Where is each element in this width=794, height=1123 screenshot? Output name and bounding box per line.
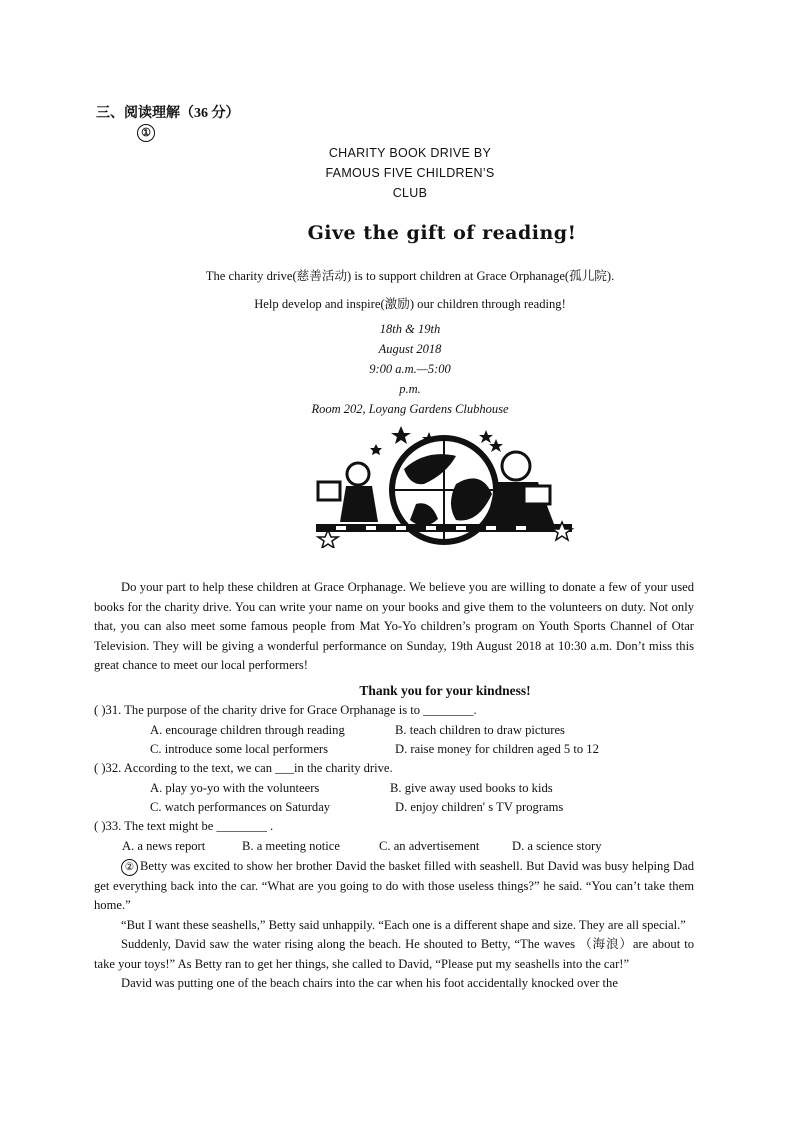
question-31-option-a[interactable]: A. encourage children through reading (150, 723, 345, 737)
question-33-stem: ( )33. The text might be ________ . (94, 819, 274, 833)
question-33-option-a[interactable]: A. a news report (122, 839, 206, 853)
question-32-option-d[interactable]: D. enjoy children' s TV programs (395, 800, 564, 814)
poster-header-line-2: FAMOUS FIVE CHILDREN’S (325, 166, 495, 180)
event-date-month: August 2018 (378, 342, 442, 356)
passage-2-paragraph-1-text: Betty was excited to show her brother David the basket filled with seashell. But David was busy helping Dad get everything back into the car. “What are you going to do with those useless things?” he said. “You can’t take them home.” (94, 859, 694, 912)
passage-2-marker: ② (121, 859, 138, 876)
passage-1-paragraph: Do your part to help these children at Grace Orphanage. We believe you are willing to donate a few of your used books for the charity drive. You can write your name on your books and give them to the volunteers on duty. Not only that, you can also meet some famous people from Mat Yo-Yo children’s program on Youth Sports Channel of Otar Television. They will be giving a wonderful performance on Sunday, 19th August 2018 at 10:30 a.m. Don’t miss this great chance to meet our local performers! (94, 580, 694, 672)
passage-2-body (94, 857, 694, 994)
question-31-option-b[interactable]: B. teach children to draw pictures (395, 723, 565, 737)
passage-2-paragraph-3: Suddenly, David saw the water rising along the beach. He shouted to Betty, “The waves （海浪）are about to take your toys!” As Betty ran to get her things, she called to David, “Please put my seashells into the car!” (94, 937, 694, 971)
passage-2-paragraph-2: “But I want these seashells,” Betty said unhappily. “Each one is a different shape and size. They are all special.” (121, 917, 686, 932)
question-31-stem: ( )31. The purpose of the charity drive for Grace Orphanage is to ________. (94, 703, 477, 717)
event-date-days: 18th & 19th (379, 322, 441, 336)
question-31-option-c[interactable]: C. introduce some local performers (150, 742, 329, 756)
poster-header-line-3: CLUB (392, 186, 428, 200)
passage-2-paragraph-4: David was putting one of the beach chairs into the car when his foot accidentally knocked over the (121, 976, 618, 990)
question-32-option-b[interactable]: B. give away used books to kids (390, 781, 553, 795)
poster-inspire: Help develop and inspire(激励) our children through reading! (254, 297, 566, 311)
event-time-pm: p.m. (399, 382, 421, 396)
poster-header-line-1: CHARITY BOOK DRIVE BY (328, 146, 492, 160)
question-32-stem: ( )32. According to the text, we can ___in the charity drive. (94, 761, 393, 775)
question-33-option-b[interactable]: B. a meeting notice (242, 839, 340, 853)
thanks-line: Thank you for your kindness! (359, 683, 531, 698)
passage-1-marker: ① (137, 124, 155, 142)
children-reading-globe-illustration (306, 424, 582, 548)
poster-purpose: The charity drive(慈善活动) is to support children at Grace Orphanage(孤儿院). (205, 269, 615, 283)
question-33-option-c[interactable]: C. an advertisement (379, 839, 480, 853)
poster-slogan: Give the gift of reading! (307, 222, 577, 244)
question-31-option-d[interactable]: D. raise money for children aged 5 to 12 (395, 742, 599, 756)
passage-1-body (94, 578, 694, 676)
question-32-option-c[interactable]: C. watch performances on Saturday (150, 800, 331, 814)
question-32-option-a[interactable]: A. play yo-yo with the volunteers (150, 781, 320, 795)
question-33-option-d[interactable]: D. a science story (512, 839, 602, 853)
event-venue: Room 202, Loyang Gardens Clubhouse (311, 402, 509, 416)
section-title: 三、阅读理解（36 分） (96, 106, 240, 121)
event-time: 9:00 a.m.—5:00 (369, 362, 451, 376)
passage-2-paragraph-1 (94, 857, 694, 916)
